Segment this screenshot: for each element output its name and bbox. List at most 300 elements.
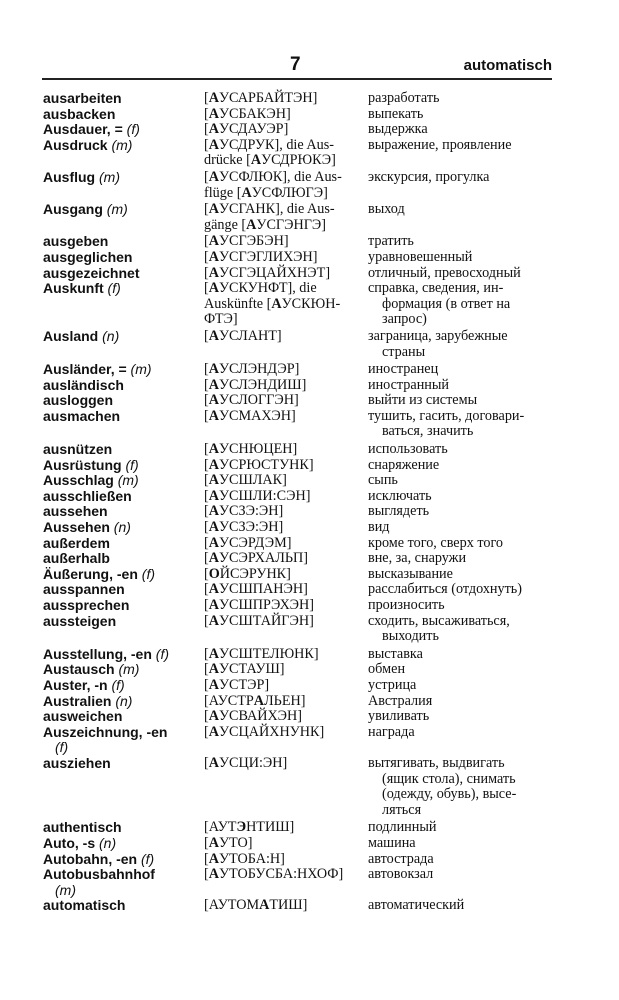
stressed-vowel: А: [246, 216, 257, 233]
headword-text: Ausgang: [43, 201, 103, 218]
transcription: [204, 520, 368, 536]
stressed-vowel: А: [208, 456, 219, 473]
transcription-line: [АУСГЭБЭН]: [204, 233, 289, 250]
dictionary-entry: [43, 598, 563, 614]
stressed-vowel: А: [208, 264, 219, 281]
translation: [368, 281, 563, 328]
dictionary-entry: [43, 678, 563, 694]
headword: [43, 234, 204, 250]
headword-text: ausarbeiten: [43, 90, 122, 106]
dictionary-entry: [43, 170, 563, 201]
dictionary-entry: [43, 852, 563, 868]
transcription: [204, 725, 368, 741]
transcription: [204, 536, 368, 552]
transcription-line: [АУТОБУСБА:НХОФ]: [204, 866, 344, 883]
translation: [368, 756, 563, 818]
stressed-vowel: А: [208, 550, 219, 567]
translation: [368, 725, 563, 741]
stressed-vowel: А: [208, 581, 219, 598]
transcription: [204, 458, 368, 474]
headword: [43, 836, 204, 852]
dictionary-entry: [43, 378, 563, 394]
headword: [43, 250, 204, 266]
translation: [368, 536, 563, 552]
dictionary-entry: [43, 662, 563, 678]
transcription: [204, 504, 368, 520]
translation-line: страны: [382, 343, 426, 360]
headword-text: ausziehen: [43, 754, 111, 771]
header-rule: [42, 78, 552, 80]
stressed-vowel: А: [208, 597, 219, 613]
translation: [368, 820, 563, 836]
transcription-line: [ОЙСЭРУНК]: [204, 565, 291, 582]
translation-line: запрос): [382, 311, 427, 328]
stressed-vowel: А: [208, 487, 219, 504]
dictionary-entry: [43, 551, 563, 567]
translation-line: выставка: [368, 645, 423, 662]
stressed-vowel: А: [208, 472, 219, 489]
translation: [368, 567, 563, 583]
headword-text: Austausch: [43, 661, 115, 678]
translation-line: экскурсия, прогулка: [368, 168, 490, 185]
transcription: [204, 598, 368, 614]
headword: [43, 442, 204, 458]
page-header: [42, 54, 552, 78]
dictionary-entry: [43, 202, 563, 233]
dictionary-entry: [43, 329, 563, 360]
stressed-vowel: А: [208, 105, 219, 122]
headword-text: Ausdruck: [43, 136, 108, 153]
dictionary-entries: [43, 91, 563, 914]
transcription: [204, 678, 368, 694]
transcription-line: [АУТЭНТИШ]: [204, 819, 295, 836]
translation-line: иностранец: [368, 361, 439, 378]
transcription-line: [АУСШЛИ:СЭН]: [204, 487, 311, 504]
transcription-line: [АУСАРБАЙТЭН]: [204, 90, 318, 106]
dictionary-entry: [43, 458, 563, 474]
translation: [368, 442, 563, 458]
transcription-line: [АУСШТЕЛЮНК]: [204, 645, 319, 662]
translation: [368, 662, 563, 678]
translation: [368, 520, 563, 536]
headword: [43, 647, 204, 663]
stressed-vowel: А: [208, 519, 219, 536]
headword-text: aussehen: [43, 503, 108, 520]
dictionary-entry: [43, 709, 563, 725]
headword-text: ausgeglichen: [43, 248, 133, 265]
transcription: [204, 362, 368, 378]
dictionary-entry: [43, 91, 563, 107]
transcription-line: [АУСМАХЭН]: [204, 407, 296, 424]
headword-text: automatisch: [43, 897, 126, 914]
grammar-label: (n): [98, 327, 120, 344]
dictionary-entry: [43, 836, 563, 852]
transcription-line: gänge [АУСГЭНГЭ]: [204, 216, 327, 233]
headword: [43, 551, 204, 567]
headword-text: Autobahn, -en: [43, 850, 138, 867]
headword-text: ausgezeichnet: [43, 264, 140, 281]
headword-text: Ausrüstung: [43, 456, 122, 473]
dictionary-entry: [43, 266, 563, 282]
translation-line: иностранный: [368, 376, 450, 393]
translation-line: расслабиться (отдохнуть): [368, 581, 522, 598]
headword-text: Australien: [43, 692, 112, 709]
transcription: [204, 867, 368, 883]
translation: [368, 266, 563, 282]
translation-line: обмен: [368, 661, 406, 678]
headword: [43, 504, 204, 520]
stressed-vowel: А: [208, 612, 219, 629]
translation-line: автовокзал: [368, 866, 434, 883]
transcription: [204, 582, 368, 598]
translation: [368, 138, 563, 154]
translation-line: выглядеть: [368, 503, 430, 520]
stressed-vowel: А: [208, 376, 219, 393]
translation: [368, 202, 563, 218]
transcription-line: [АУСЭРДЭМ]: [204, 534, 292, 551]
translation: [368, 329, 563, 360]
transcription-line: [АУСГЭЦАЙХНЭТ]: [204, 264, 331, 281]
translation-line: выходить: [382, 628, 439, 645]
headword-text: ausgeben: [43, 233, 109, 250]
dictionary-entry: [43, 107, 563, 123]
headword-text: aussteigen: [43, 612, 117, 629]
headword: [43, 536, 204, 552]
running-head: automatisch: [463, 57, 552, 74]
stressed-vowel: А: [208, 661, 219, 678]
translation-line: произносить: [368, 597, 445, 613]
translation: [368, 898, 563, 914]
translation-line: исключать: [368, 487, 432, 504]
stressed-vowel: А: [208, 850, 219, 867]
grammar-label: (f): [122, 121, 140, 138]
transcription-line: [АУСДРУК], die Aus-: [204, 136, 335, 153]
transcription-line: [АУСЗЭ:ЭН]: [204, 503, 284, 520]
transcription-line: [АУСЛАНТ]: [204, 327, 282, 344]
dictionary-entry: [43, 122, 563, 138]
headword-text: aussprechen: [43, 597, 130, 613]
stressed-vowel: А: [259, 897, 270, 914]
transcription-line: [АУСЛЭНДИШ]: [204, 376, 307, 393]
transcription: [204, 820, 368, 836]
translation: [368, 489, 563, 505]
transcription: [204, 551, 368, 567]
transcription-line: [АУСЛОГГЭН]: [204, 392, 299, 409]
transcription-line: ФТЭ]: [204, 311, 238, 328]
transcription: [204, 567, 368, 583]
headword-text: ausnützen: [43, 441, 113, 458]
headword: [43, 138, 204, 154]
grammar-label: (f): [137, 565, 155, 582]
translation: [368, 170, 563, 186]
dictionary-entry: [43, 725, 563, 756]
dictionary-entry: [43, 393, 563, 409]
stressed-vowel: А: [253, 692, 265, 709]
dictionary-entry: [43, 250, 563, 266]
headword-text: ausmachen: [43, 407, 121, 424]
transcription-line: [АУСЦАЙХНУНК]: [204, 723, 325, 740]
headword: [43, 170, 204, 186]
headword: [43, 266, 204, 282]
translation: [368, 362, 563, 378]
headword-text: Auszeichnung, -en: [43, 723, 168, 740]
transcription-line: [АУСТЭР]: [204, 676, 270, 693]
stressed-vowel: А: [208, 708, 219, 725]
transcription: [204, 756, 368, 772]
transcription: [204, 234, 368, 250]
translation-line: уравновешенный: [368, 248, 473, 265]
grammar-label: (m): [113, 472, 139, 489]
stressed-vowel: А: [271, 295, 282, 312]
headword-text: ausschließen: [43, 487, 132, 504]
transcription: [204, 647, 368, 663]
translation: [368, 107, 563, 123]
stressed-vowel: А: [208, 327, 219, 344]
stressed-vowel: А: [208, 361, 219, 378]
headword: [43, 662, 204, 678]
transcription-line: [АУСГЭГЛИХЭН]: [204, 248, 318, 265]
headword-text: Aussehen: [43, 519, 110, 536]
headword: [43, 409, 204, 425]
stressed-vowel: Э: [236, 819, 247, 836]
headword: [43, 709, 204, 725]
transcription: [204, 107, 368, 123]
dictionary-entry: [43, 489, 563, 505]
stressed-vowel: А: [208, 407, 219, 424]
transcription-line: [АУСТРАЛЬЕН]: [204, 692, 306, 709]
translation-line: использовать: [368, 441, 448, 458]
headword-text: authentisch: [43, 819, 122, 836]
stressed-vowel: А: [208, 90, 219, 106]
stressed-vowel: А: [208, 392, 219, 409]
translation-line: заграница, зарубежные: [368, 327, 508, 344]
headword-text: Ausstellung, -en: [43, 645, 152, 662]
transcription-line: [АУСБАКЭН]: [204, 105, 291, 122]
headword-text: ausspannen: [43, 581, 125, 598]
stressed-vowel: А: [208, 503, 219, 520]
transcription: [204, 852, 368, 868]
headword: [43, 867, 204, 898]
transcription: [204, 378, 368, 394]
dictionary-entry: [43, 442, 563, 458]
translation-line: снаряжение: [368, 456, 440, 473]
headword-text: Auster, -n: [43, 676, 108, 693]
headword: [43, 725, 204, 756]
translation-line: тратить: [368, 233, 414, 250]
grammar-label: (f): [103, 280, 121, 297]
headword: [43, 122, 204, 138]
stressed-vowel: А: [208, 754, 219, 771]
headword-text: ausweichen: [43, 708, 123, 725]
translation: [368, 551, 563, 567]
headword: [43, 378, 204, 394]
headword: [43, 489, 204, 505]
headword: [43, 393, 204, 409]
transcription-line: [АУСЦИ:ЭН]: [204, 754, 288, 771]
grammar-label: (n): [95, 834, 117, 851]
grammar-label: (f): [107, 676, 125, 693]
translation: [368, 378, 563, 394]
transcription: [204, 122, 368, 138]
headword: [43, 329, 204, 345]
transcription: [204, 170, 368, 201]
translation-line: ляться: [382, 801, 422, 818]
stressed-vowel: О: [208, 565, 220, 582]
transcription: [204, 709, 368, 725]
grammar-label: (m): [114, 661, 140, 678]
transcription-line: [АУСЭРХАЛЬП]: [204, 550, 308, 567]
translation: [368, 458, 563, 474]
grammar-label: (m): [102, 201, 128, 218]
translation: [368, 709, 563, 725]
transcription: [204, 250, 368, 266]
headword: [43, 567, 204, 583]
dictionary-entry: [43, 409, 563, 440]
transcription-line: [АУСШПАНЭН]: [204, 581, 308, 598]
dictionary-entry: [43, 520, 563, 536]
grammar-label: (m): [95, 168, 120, 185]
stressed-vowel: А: [208, 248, 219, 265]
headword: [43, 756, 204, 772]
translation-line: устрица: [368, 676, 417, 693]
translation-line: выйти из системы: [368, 392, 478, 409]
headword-text: Ausdauer, =: [43, 121, 123, 138]
dictionary-entry: [43, 504, 563, 520]
grammar-label: (m): [126, 361, 152, 378]
translation: [368, 852, 563, 868]
grammar-label: (n): [109, 519, 131, 536]
translation-line: кроме того, сверх того: [368, 534, 504, 551]
stressed-vowel: А: [208, 136, 219, 153]
stressed-vowel: А: [208, 723, 219, 740]
dictionary-entry: [43, 898, 563, 914]
headword-text: ausbacken: [43, 105, 116, 122]
translation: [368, 694, 563, 710]
grammar-label: (m): [55, 881, 76, 898]
dictionary-entry: [43, 867, 563, 898]
page-number: 7: [290, 54, 301, 75]
grammar-label: (n): [111, 692, 133, 709]
translation-line: автоматический: [368, 897, 465, 914]
translation-line: высказывание: [368, 565, 453, 582]
headword-text: ausloggen: [43, 392, 114, 409]
transcription-line: Auskünfte [АУСКЮН-: [204, 295, 341, 312]
translation-line: вне, за, снаружи: [368, 550, 467, 567]
transcription-line: [АУСЗЭ:ЭН]: [204, 519, 284, 536]
transcription: [204, 898, 368, 914]
transcription-line: [АУСВАЙХЭН]: [204, 708, 302, 725]
transcription: [204, 836, 368, 852]
transcription: [204, 393, 368, 409]
headword: [43, 820, 204, 836]
headword-text: Ausländer, =: [43, 361, 127, 378]
headword: [43, 91, 204, 107]
translation-line: (ящик стола), снимать: [382, 770, 516, 787]
translation: [368, 678, 563, 694]
translation: [368, 91, 563, 107]
stressed-vowel: А: [241, 184, 252, 201]
headword-text: außerhalb: [43, 550, 110, 567]
transcription-line: [АУСФЛЮК], die Aus-: [204, 168, 342, 185]
translation: [368, 250, 563, 266]
stressed-vowel: А: [208, 534, 219, 551]
transcription: [204, 473, 368, 489]
headword-text: ausländisch: [43, 376, 124, 393]
headword-text: Auto, -s: [43, 834, 96, 851]
translation-line: (одежду, обувь), высе-: [382, 786, 517, 803]
dictionary-entry: [43, 234, 563, 250]
transcription: [204, 138, 368, 169]
headword: [43, 281, 204, 297]
transcription-line: flüge [АУСФЛЮГЭ]: [204, 184, 328, 201]
transcription: [204, 442, 368, 458]
translation: [368, 598, 563, 614]
transcription: [204, 694, 368, 710]
headword-text: Autobusbahnhof: [43, 866, 155, 883]
stressed-vowel: А: [208, 280, 219, 297]
dictionary-entry: [43, 138, 563, 169]
headword-text: Ausland: [43, 327, 99, 344]
headword-text: Ausschlag: [43, 472, 114, 489]
headword: [43, 852, 204, 868]
stressed-vowel: А: [208, 233, 219, 250]
headword: [43, 598, 204, 614]
translation-line: выпекать: [368, 105, 424, 122]
dictionary-entry: [43, 567, 563, 583]
stressed-vowel: А: [208, 201, 219, 218]
dictionary-entry: [43, 362, 563, 378]
headword: [43, 678, 204, 694]
transcription: [204, 614, 368, 630]
dictionary-entry: [43, 694, 563, 710]
stressed-vowel: А: [208, 441, 219, 458]
dictionary-entry: [43, 756, 563, 818]
translation-line: машина: [368, 834, 416, 851]
stressed-vowel: А: [208, 168, 219, 185]
translation-line: автострада: [368, 850, 434, 867]
headword: [43, 614, 204, 630]
stressed-vowel: А: [208, 834, 219, 851]
translation-line: тушить, гасить, договари-: [368, 407, 525, 424]
translation: [368, 582, 563, 598]
headword-text: außerdem: [43, 534, 110, 551]
grammar-label: (f): [55, 739, 69, 756]
dictionary-entry: [43, 281, 563, 328]
grammar-label: (f): [137, 850, 155, 867]
transcription-line: drücke [АУСДРЮКЭ]: [204, 152, 336, 169]
translation-line: сыпь: [368, 472, 398, 489]
dictionary-entry: [43, 820, 563, 836]
transcription-line: [АУСШПРЭХЭН]: [204, 597, 314, 613]
transcription-line: [АУТОМАТИШ]: [204, 897, 308, 914]
translation: [368, 409, 563, 440]
translation-line: формация (в ответ на: [382, 295, 511, 312]
translation-line: вид: [368, 519, 390, 536]
headword: [43, 898, 204, 914]
dictionary-entry: [43, 582, 563, 598]
transcription: [204, 91, 368, 107]
headword-text: Äußerung, -en: [43, 565, 138, 582]
stressed-vowel: А: [208, 121, 219, 138]
translation-line: разработать: [368, 90, 440, 106]
headword: [43, 520, 204, 536]
translation: [368, 393, 563, 409]
dictionary-entry: [43, 614, 563, 645]
translation-line: увиливать: [368, 708, 430, 725]
transcription-line: [АУСТАУШ]: [204, 661, 285, 678]
headword: [43, 473, 204, 489]
transcription-line: [АУСГАНК], die Aus-: [204, 201, 335, 218]
